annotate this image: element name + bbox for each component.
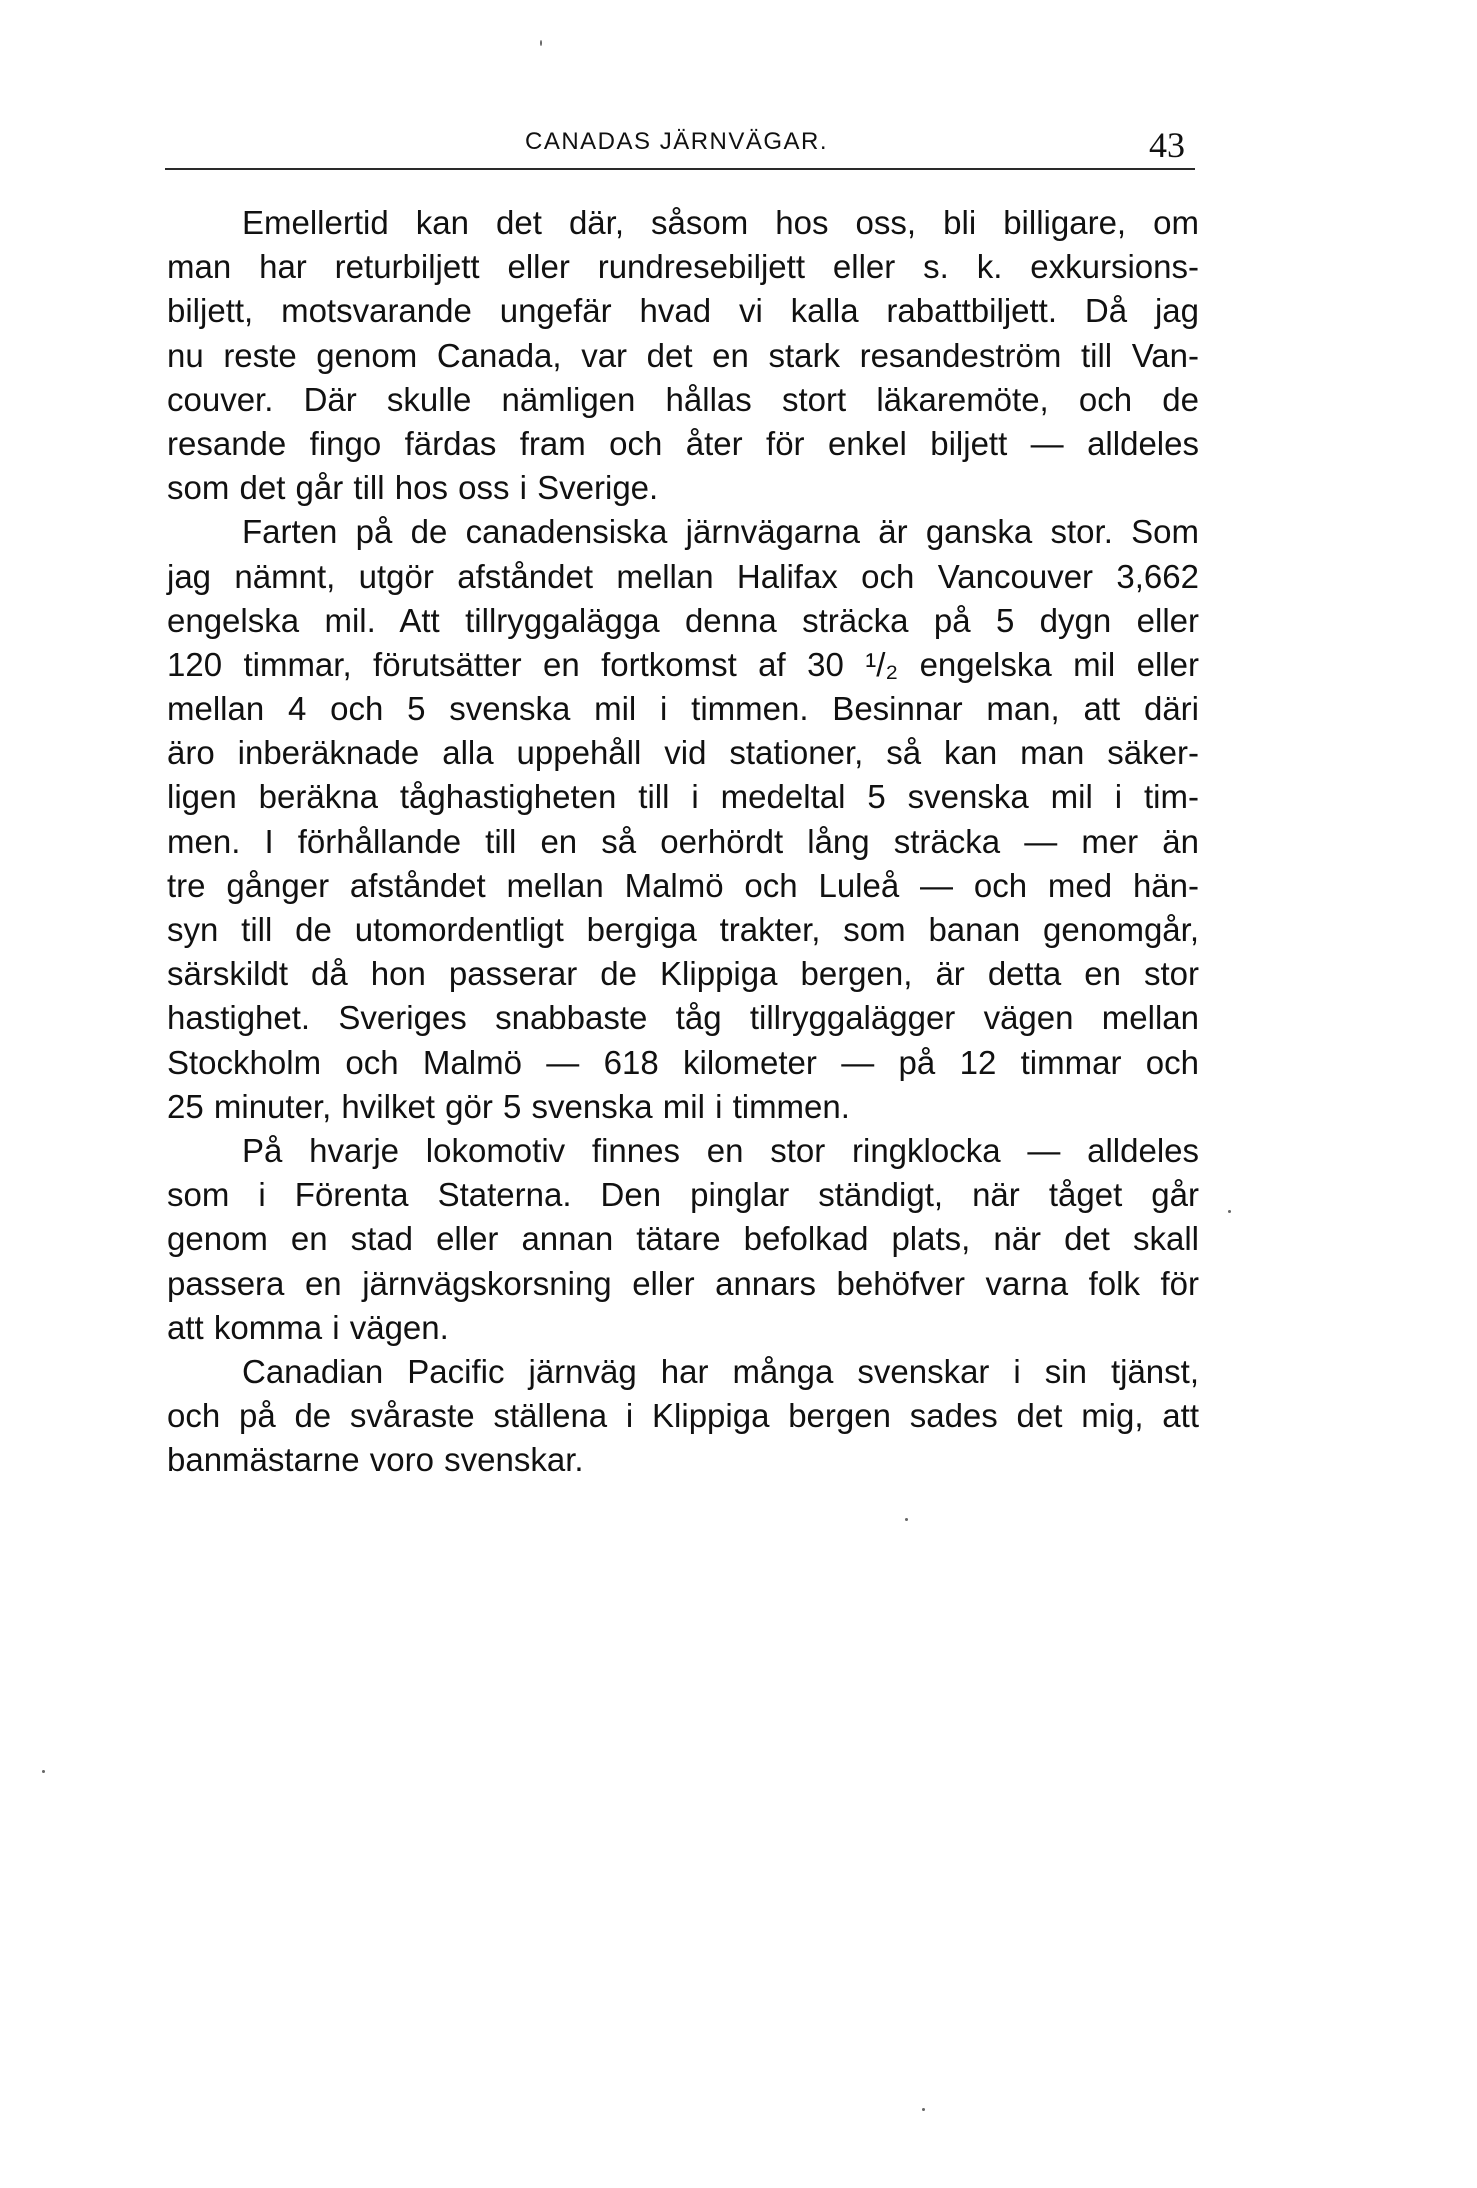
text-line: På hvarje lokomotiv finnes en stor ringklocka — alldeles bbox=[242, 1131, 1199, 1169]
text-line: att komma i vägen. bbox=[167, 1308, 449, 1346]
text-line: jag nämnt, utgör afståndet mellan Halifax och Vancouver 3,662 bbox=[167, 557, 1199, 595]
text-line: ligen beräkna tåghastigheten till i medeltal 5 svenska mil i tim- bbox=[167, 778, 1199, 816]
text-line: genom en stad eller annan tätare befolkad plats, när det skall bbox=[167, 1220, 1199, 1258]
text-line: syn till de utomordentligt bergiga trakter, som banan genomgår, bbox=[167, 911, 1199, 948]
text-line: Farten på de canadensiska järnvägarna är ganska stor. Som bbox=[242, 513, 1199, 551]
text-line: Canadian Pacific järnväg har många svenskar i sin tjänst, bbox=[242, 1352, 1199, 1390]
running-title: CANADAS JÄRNVÄGAR. bbox=[525, 128, 829, 155]
paragraph bbox=[167, 510, 1199, 1129]
text-line: man har returbiljett eller rundresebiljett eller s. k. exkursions- bbox=[167, 248, 1199, 286]
text-line: äro inberäknade alla uppehåll vid stationer, så kan man säker- bbox=[167, 734, 1199, 772]
text-line: nu reste genom Canada, var det en stark resandeström till Van- bbox=[167, 336, 1199, 374]
page-number: 43 bbox=[1149, 125, 1185, 165]
paper-speck bbox=[1228, 1210, 1231, 1213]
running-head bbox=[165, 124, 1195, 168]
paragraph bbox=[167, 201, 1199, 510]
text-line: tre gånger afståndet mellan Malmö och Luleå — och med hän- bbox=[167, 866, 1199, 904]
paper-speck bbox=[922, 2108, 925, 2111]
text-line: passera en järnvägskorsning eller annars behöfver varna folk för bbox=[167, 1264, 1199, 1302]
text-line: som i Förenta Staterna. Den pinglar ständigt, när tåget går bbox=[167, 1176, 1199, 1214]
text-line: hastighet. Sveriges snabbaste tåg tillryggalägger vägen mellan bbox=[167, 999, 1199, 1037]
text-line: 25 minuter, hvilket gör 5 svenska mil i timmen. bbox=[167, 1087, 850, 1125]
text-line: engelska mil. Att tillryggalägga denna sträcka på 5 dygn eller bbox=[167, 601, 1199, 639]
text-line: som det går till hos oss i Sverige. bbox=[167, 469, 659, 507]
paragraph bbox=[167, 1129, 1199, 1350]
text-line: särskildt då hon passerar de Klippiga bergen, är detta en stor bbox=[167, 955, 1199, 993]
paragraph bbox=[167, 1350, 1199, 1483]
text-line: Stockholm och Malmö — 618 kilometer — på 12 timmar och bbox=[167, 1043, 1199, 1081]
paper-speck bbox=[905, 1518, 908, 1521]
text-line: Emellertid kan det där, såsom hos oss, bli billigare, om bbox=[242, 204, 1199, 241]
text-line: resande fingo färdas fram och åter för enkel biljett — alldeles bbox=[167, 424, 1199, 462]
text-line: och på de svåraste ställena i Klippiga bergen sades det mig, att bbox=[167, 1397, 1199, 1435]
text-line: mellan 4 och 5 svenska mil i timmen. Besinnar man, att däri bbox=[167, 690, 1199, 728]
text-line: couver. Där skulle nämligen hållas stort läkaremöte, och de bbox=[167, 380, 1199, 418]
text-line: 120 timmar, förutsätter en fortkomst af 30 ¹/₂ engelska mil eller bbox=[167, 645, 1199, 683]
paper-speck bbox=[540, 40, 542, 46]
header-rule bbox=[165, 168, 1195, 170]
paper-speck bbox=[42, 1770, 45, 1773]
text-line: banmästarne voro svenskar. bbox=[167, 1441, 584, 1479]
text-line: men. I förhållande till en så oerhördt lång sträcka — mer än bbox=[167, 822, 1199, 860]
text-line: biljett, motsvarande ungefär hvad vi kalla rabattbiljett. Då jag bbox=[167, 292, 1199, 330]
body-text bbox=[167, 201, 1199, 1482]
